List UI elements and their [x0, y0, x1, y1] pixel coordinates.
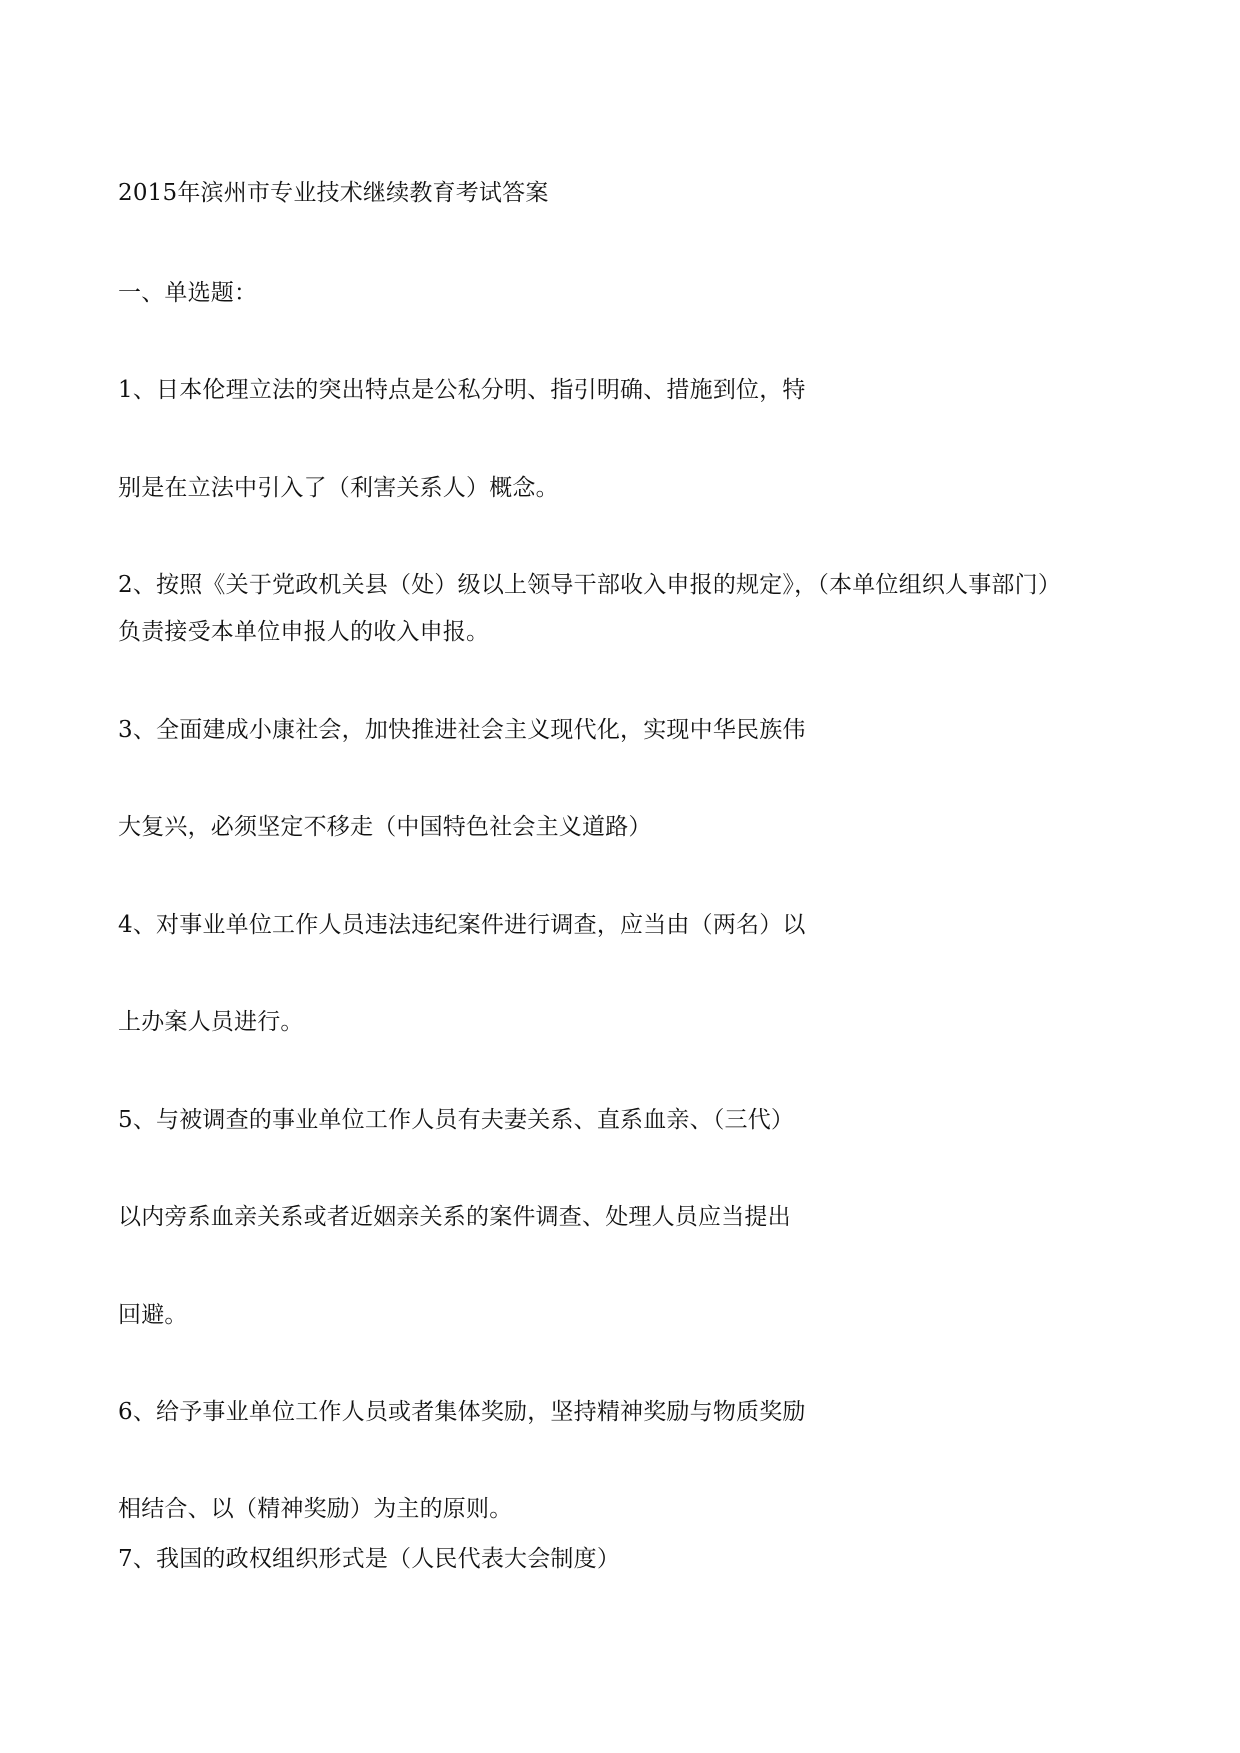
question-5-line-3: 回避。	[118, 1302, 188, 1328]
question-6-line-1: 6、给予事业单位工作人员或者集体奖励，坚持精神奖励与物质奖励	[118, 1399, 806, 1425]
question-5-line-2: 以内旁系血亲关系或者近姻亲关系的案件调查、处理人员应当提出	[118, 1204, 791, 1230]
question-3-line-2: 大复兴，必须坚定不移走（中国特色社会主义道路）	[118, 814, 652, 840]
section-heading: 一、单选题：	[118, 280, 258, 306]
question-6-line-2: 相结合、以（精神奖励）为主的原则。	[118, 1496, 513, 1522]
question-7-line-1: 7、我国的政权组织形式是（人民代表大会制度）	[118, 1546, 621, 1572]
question-2-line-2: 负责接受本单位申报人的收入申报。	[118, 619, 490, 645]
question-1-line-2: 别是在立法中引入了（利害关系人）概念。	[118, 475, 559, 501]
question-4-line-1: 4、对事业单位工作人员违法违纪案件进行调查，应当由（两名）以	[118, 912, 806, 938]
question-2-line-1: 2、按照《关于党政机关县（处）级以上领导干部收入申报的规定》，（本单位组织人事部门）	[118, 572, 1062, 598]
question-1-line-1: 1、日本伦理立法的突出特点是公私分明、指引明确、措施到位，特	[118, 377, 806, 403]
question-5-line-1: 5、与被调查的事业单位工作人员有夫妻关系、直系血亲、（三代）	[118, 1107, 795, 1133]
question-3-line-1: 3、全面建成小康社会，加快推进社会主义现代化，实现中华民族伟	[118, 717, 806, 743]
question-4-line-2: 上办案人员进行。	[118, 1009, 304, 1035]
document-title: 2015年滨州市专业技术继续教育考试答案	[118, 180, 549, 206]
